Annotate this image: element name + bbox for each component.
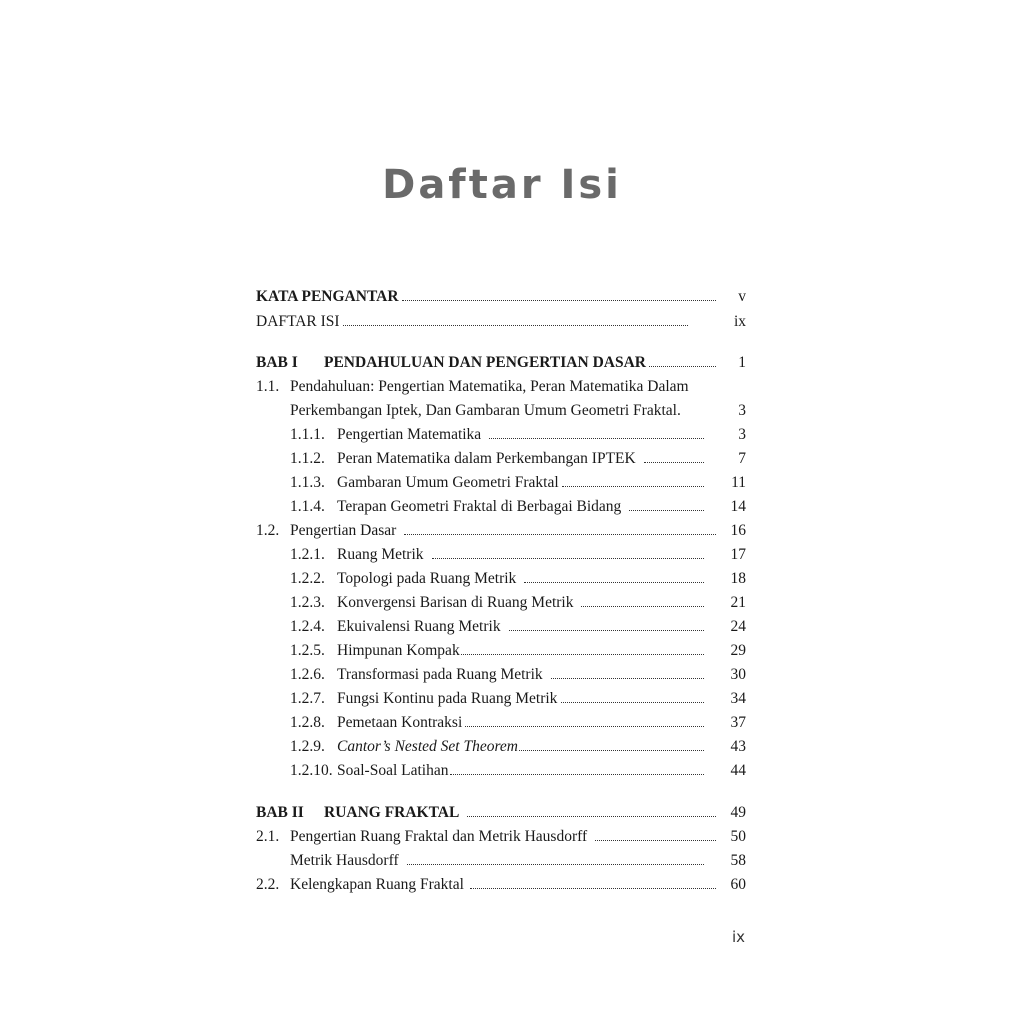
toc-entry-1-1-4[interactable] bbox=[256, 496, 746, 518]
toc-entry-page: 37 bbox=[730, 714, 746, 731]
toc-entry-2-1[interactable] bbox=[256, 826, 746, 848]
toc-entry-daftar-isi[interactable] bbox=[256, 311, 746, 333]
toc-entry-1-1-1[interactable] bbox=[256, 424, 746, 446]
toc-entry-label: Pemetaan Kontraksi bbox=[337, 714, 463, 731]
toc-entry-label: KATA PENGANTAR bbox=[256, 288, 399, 305]
toc-entry-label: RUANG FRAKTAL bbox=[324, 804, 460, 821]
toc-entry-number: 1.2.4. bbox=[290, 618, 325, 635]
toc-entry-number: 2.1. bbox=[256, 828, 280, 845]
dot-leader bbox=[465, 712, 704, 727]
toc-entry-label: Gambaran Umum Geometri Fraktal bbox=[337, 474, 559, 491]
toc-entry-page: 58 bbox=[730, 852, 746, 869]
toc-entry-page: 1 bbox=[738, 354, 746, 371]
toc-entry-page: v bbox=[738, 288, 746, 305]
toc-entry-label: Fungsi Kontinu pada Ruang Metrik bbox=[337, 690, 558, 707]
toc-entry-number: 1.1. bbox=[256, 378, 280, 395]
dot-leader bbox=[649, 352, 716, 367]
toc-entry-kata-pengantar[interactable] bbox=[256, 286, 746, 308]
toc-entry-number: 1.2.5. bbox=[290, 642, 325, 659]
toc-entry-1-2-8[interactable] bbox=[256, 712, 746, 734]
toc-entry-label: Kelengkapan Ruang Fraktal bbox=[290, 876, 464, 893]
dot-leader bbox=[562, 472, 704, 487]
toc-entry-1-2-2[interactable] bbox=[256, 568, 746, 590]
toc-entry-label: PENDAHULUAN DAN PENGERTIAN DASAR bbox=[324, 354, 646, 371]
toc-entry-number: BAB I bbox=[256, 354, 298, 371]
toc-entry-1-2[interactable] bbox=[256, 520, 746, 542]
toc-entry-number: 1.1.4. bbox=[290, 498, 325, 515]
toc-entry-page: 50 bbox=[730, 828, 746, 845]
toc-entry-1-2-7[interactable] bbox=[256, 688, 746, 710]
page-title: Daftar Isi bbox=[382, 162, 622, 208]
toc-entry-page: 43 bbox=[730, 738, 746, 755]
dot-leader bbox=[644, 448, 704, 463]
toc-entry-number: BAB II bbox=[256, 804, 304, 821]
toc-entry-label: Topologi pada Ruang Metrik bbox=[337, 570, 517, 587]
toc-entry-page: 3 bbox=[738, 426, 746, 443]
toc-entry-number: 1.2.7. bbox=[290, 690, 325, 707]
dot-leader bbox=[524, 568, 704, 583]
dot-leader bbox=[432, 544, 704, 559]
toc-entry-1-1-3[interactable] bbox=[256, 472, 746, 494]
toc-entry-page: ix bbox=[733, 313, 746, 330]
dot-leader bbox=[581, 592, 704, 607]
page-number: ix bbox=[732, 928, 746, 946]
dot-leader bbox=[551, 664, 704, 679]
toc-entry-label: Cantor’s Nested Set Theorem bbox=[337, 738, 518, 755]
toc-entry-page: 14 bbox=[730, 498, 746, 515]
toc-entry-label: Ruang Metrik bbox=[337, 546, 424, 563]
dot-leader bbox=[402, 286, 716, 301]
dot-leader bbox=[461, 640, 704, 655]
toc-entry-page: 21 bbox=[730, 594, 746, 611]
toc-entry-number: 1.2.3. bbox=[290, 594, 325, 611]
toc-entry-label: Transformasi pada Ruang Metrik bbox=[337, 666, 543, 683]
dot-leader bbox=[509, 616, 704, 631]
dot-leader bbox=[629, 496, 704, 511]
dot-leader bbox=[561, 688, 704, 703]
toc-entry-label: Ekuivalensi Ruang Metrik bbox=[337, 618, 501, 635]
toc-entry-1-2-5[interactable] bbox=[256, 640, 746, 662]
toc-entry-label: Pengertian Dasar bbox=[290, 522, 397, 539]
toc-entry-1-2-6[interactable] bbox=[256, 664, 746, 686]
dot-leader bbox=[450, 760, 705, 775]
toc-entry-page: 17 bbox=[730, 546, 746, 563]
toc-entry-page: 7 bbox=[738, 450, 746, 467]
toc-entry-page: 24 bbox=[730, 618, 746, 635]
toc-entry-page: 3 bbox=[738, 402, 746, 419]
dot-leader bbox=[407, 850, 704, 865]
toc-entry-label: Peran Matematika dalam Perkembangan IPTEK bbox=[337, 450, 636, 467]
toc-entry-number: 1.1.1. bbox=[290, 426, 325, 443]
toc-entry-page: 18 bbox=[730, 570, 746, 587]
toc-entry-metrik-hausdorff[interactable] bbox=[256, 850, 746, 872]
toc-entry-label: Pengertian Ruang Fraktal dan Metrik Hausdorff bbox=[290, 828, 588, 845]
toc-entry-1-2-1[interactable] bbox=[256, 544, 746, 566]
toc-entry-label: Pengertian Matematika bbox=[337, 426, 482, 443]
toc-entry-label: Himpunan Kompak bbox=[337, 642, 460, 659]
toc-entry-number: 1.2.9. bbox=[290, 738, 325, 755]
toc-entry-bab-2[interactable] bbox=[256, 802, 746, 824]
toc-entry-1-1[interactable] bbox=[256, 376, 746, 398]
dot-leader bbox=[489, 424, 704, 439]
toc-entry-label: Metrik Hausdorff bbox=[290, 852, 399, 869]
dot-leader bbox=[519, 736, 704, 751]
toc-entry-label: DAFTAR ISI bbox=[256, 313, 340, 330]
toc-entry-page: 11 bbox=[731, 474, 746, 491]
toc-entry-1-1-2[interactable] bbox=[256, 448, 746, 470]
toc-entry-label: Perkembangan Iptek, Dan Gambaran Umum Geometri Fraktal. bbox=[290, 402, 681, 419]
toc-entry-number: 1.2.8. bbox=[290, 714, 325, 731]
dot-leader bbox=[595, 826, 716, 841]
toc-entry-page: 16 bbox=[730, 522, 746, 539]
toc-entry-page: 30 bbox=[730, 666, 746, 683]
toc-entry-1-2-9[interactable] bbox=[256, 736, 746, 758]
dot-leader bbox=[404, 520, 716, 535]
toc-entry-2-2[interactable] bbox=[256, 874, 746, 896]
toc-entry-number: 1.2.2. bbox=[290, 570, 325, 587]
toc-entry-page: 29 bbox=[730, 642, 746, 659]
toc-entry-page: 49 bbox=[730, 804, 746, 821]
toc-entry-1-2-4[interactable] bbox=[256, 616, 746, 638]
toc-entry-1-2-10[interactable] bbox=[256, 760, 746, 782]
toc-entry-number: 1.2.6. bbox=[290, 666, 325, 683]
dot-leader bbox=[470, 874, 716, 889]
toc-entry-number: 1.1.3. bbox=[290, 474, 325, 491]
dot-leader bbox=[467, 802, 716, 817]
toc-entry-number: 1.2.10. bbox=[290, 762, 333, 779]
toc-entry-page: 60 bbox=[730, 876, 746, 893]
toc-entry-label: Soal-Soal Latihan bbox=[337, 762, 449, 779]
toc-entry-label: Pendahuluan: Pengertian Matematika, Peran Matematika Dalam bbox=[290, 378, 689, 395]
toc-entry-bab-1[interactable] bbox=[256, 352, 746, 374]
toc-entry-label: Konvergensi Barisan di Ruang Metrik bbox=[337, 594, 574, 611]
toc-entry-1-1-continued[interactable] bbox=[256, 400, 746, 422]
toc-entry-page: 34 bbox=[730, 690, 746, 707]
toc-entry-1-2-3[interactable] bbox=[256, 592, 746, 614]
toc-entry-number: 1.2. bbox=[256, 522, 280, 539]
toc-entry-number: 1.2.1. bbox=[290, 546, 325, 563]
toc-entry-number: 1.1.2. bbox=[290, 450, 325, 467]
toc-entry-label: Terapan Geometri Fraktal di Berbagai Bidang bbox=[337, 498, 622, 515]
toc-entry-number: 2.2. bbox=[256, 876, 280, 893]
toc-entry-page: 44 bbox=[730, 762, 746, 779]
dot-leader bbox=[343, 311, 688, 326]
